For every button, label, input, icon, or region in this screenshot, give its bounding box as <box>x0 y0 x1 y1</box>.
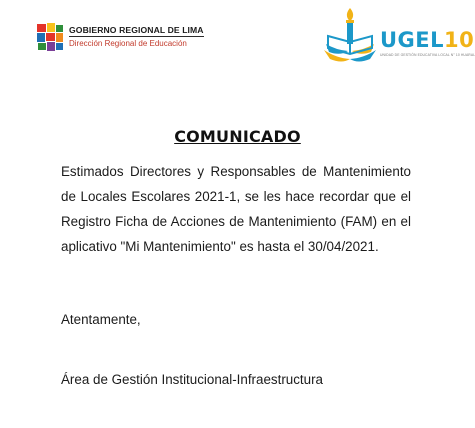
direccion-regional-subtitle: Dirección Regional de Educación <box>69 39 187 48</box>
gobierno-regional-block <box>69 25 204 48</box>
ugel-number: 10 <box>444 28 475 52</box>
document-body: Estimados Directores y Responsables de Mantenimiento de Locales Escolares 2021-1, se les hace recordar que el Registro Ficha de Acciones de Mantenimiento (FAM) en el aplicativo "Mi Mantenimiento" es hasta el 30/04/2021. <box>61 164 411 254</box>
document-title: COMUNICADO <box>174 127 301 146</box>
signature-line: Área de Gestión Institucional-Infraestructura <box>61 372 323 387</box>
gobierno-regional-logo-icon <box>36 22 64 52</box>
ugel-wordmark <box>380 28 474 52</box>
ugel-tagline: UNIDAD DE GESTIÓN EDUCATIVA LOCAL N° 10 HUARAL <box>380 53 475 57</box>
header <box>0 0 475 80</box>
gobierno-regional-title: GOBIERNO REGIONAL DE LIMA <box>69 25 204 35</box>
ugel-name: UGEL <box>380 28 445 52</box>
closing-line: Atentamente, <box>61 312 141 327</box>
